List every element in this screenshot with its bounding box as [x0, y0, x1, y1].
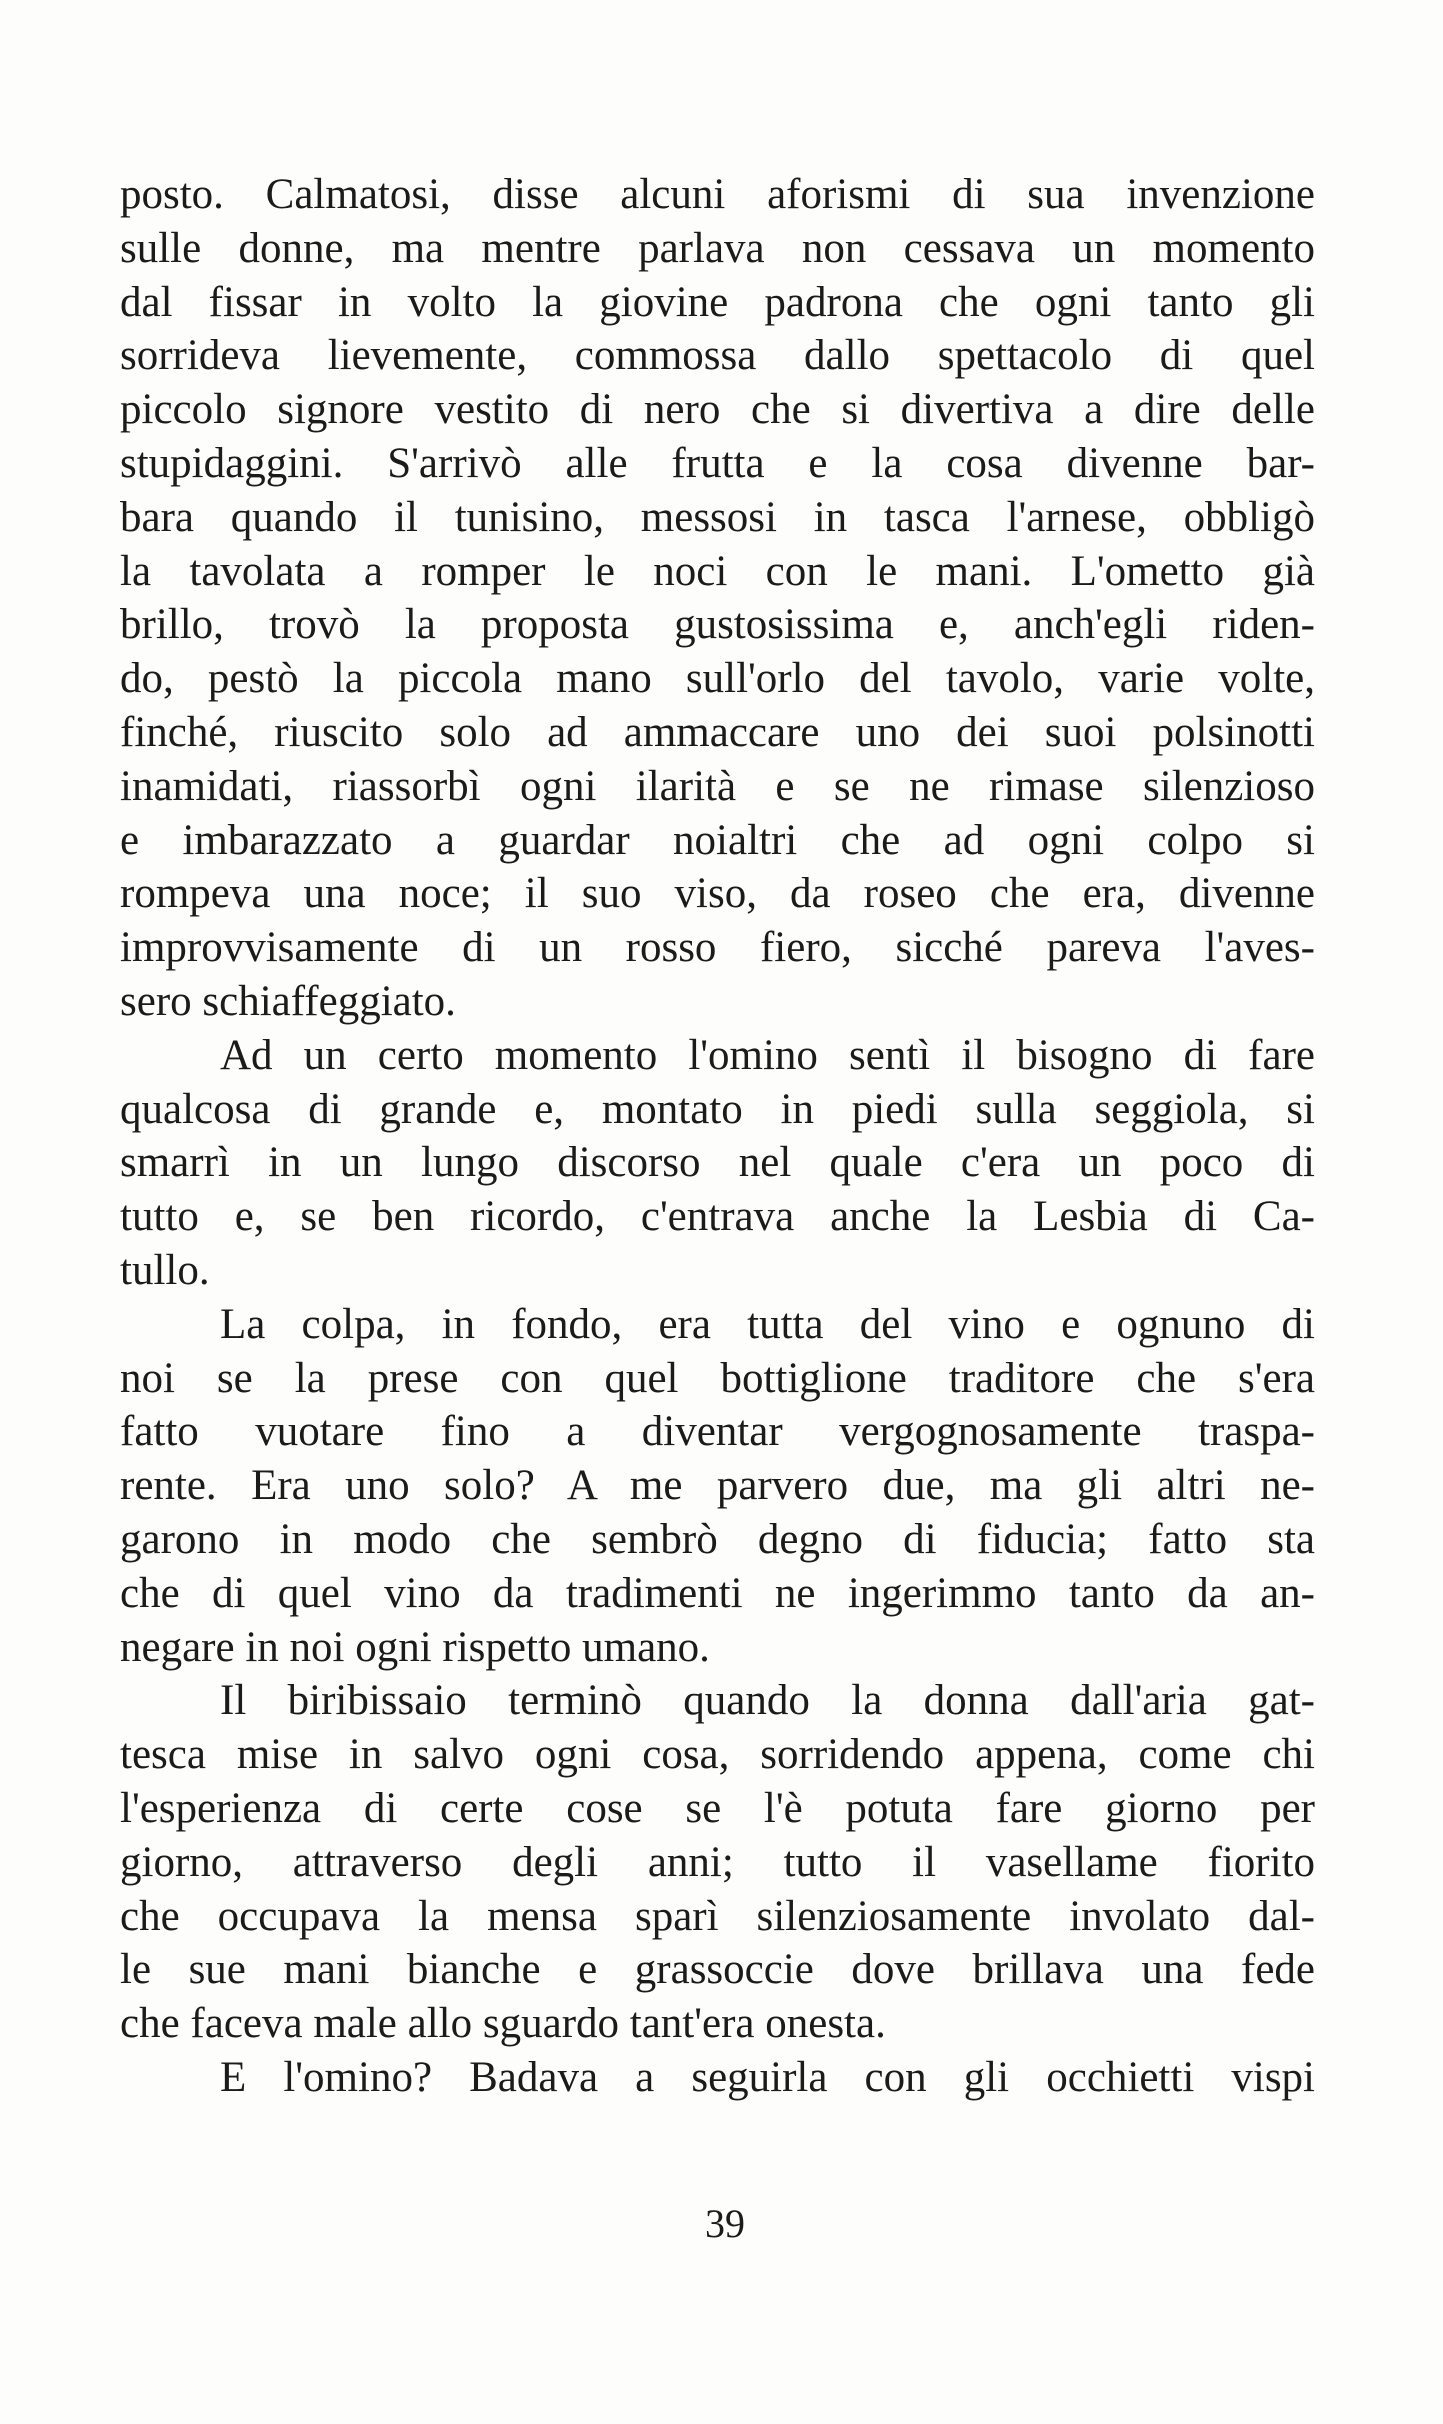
text-line: do, pestò la piccola mano sull'orlo del tavolo, varie volte,	[120, 655, 1315, 703]
text-line: rente. Era uno solo? A me parvero due, ma gli altri ne-	[120, 1462, 1315, 1510]
text-line: smarrì in un lungo discorso nel quale c'era un poco di	[120, 1139, 1315, 1187]
text-line: che occupava la mensa sparì silenziosamente involato dal-	[120, 1892, 1315, 1940]
text-line: tullo.	[120, 1246, 210, 1294]
text-line: la tavolata a romper le noci con le mani. L'ometto già	[120, 547, 1315, 595]
text-line: brillo, trovò la proposta gustosissima e, anch'egli riden-	[120, 601, 1315, 649]
text-line: che di quel vino da tradimenti ne ingerimmo tanto da an-	[120, 1569, 1315, 1617]
text-line: sero schiaffeggiato.	[120, 977, 456, 1025]
text-line: finché, riuscito solo ad ammaccare uno dei suoi polsinotti	[120, 708, 1315, 756]
text-line: noi se la prese con quel bottiglione traditore che s'era	[120, 1354, 1315, 1402]
text-line: tutto e, se ben ricordo, c'entrava anche la Lesbia di Ca-	[120, 1193, 1315, 1241]
text-line: negare in noi ogni rispetto umano.	[120, 1623, 710, 1671]
text-line: inamidati, riassorbì ogni ilarità e se ne rimase silenzioso	[120, 762, 1315, 810]
text-line: sorrideva lievemente, commossa dallo spettacolo di quel	[120, 332, 1315, 380]
text-line: e imbarazzato a guardar noialtri che ad ogni colpo si	[120, 816, 1315, 864]
text-line: improvvisamente di un rosso fiero, sicché pareva l'aves-	[120, 924, 1315, 972]
body-text	[120, 168, 1315, 2105]
text-line: qualcosa di grande e, montato in piedi sulla seggiola, si	[120, 1085, 1315, 1133]
text-line: fatto vuotare fino a diventar vergognosamente traspa-	[120, 1408, 1315, 1456]
text-line: posto. Calmatosi, disse alcuni aforismi di sua invenzione	[120, 171, 1315, 218]
text-line: dal fissar in volto la giovine padrona che ogni tanto gli	[120, 278, 1315, 326]
text-line: garono in modo che sembrò degno di fiducia; fatto sta	[120, 1515, 1315, 1563]
text-line: E l'omino? Badava a seguirla con gli occhietti vispi	[220, 2053, 1315, 2101]
text-line: l'esperienza di certe cose se l'è potuta fare giorno per	[120, 1784, 1315, 1832]
text-line: piccolo signore vestito di nero che si divertiva a dire delle	[120, 386, 1315, 434]
text-line: bara quando il tunisino, messosi in tasca l'arnese, obbligò	[120, 493, 1315, 541]
text-line: Il biribissaio terminò quando la donna dall'aria gat-	[220, 1677, 1315, 1725]
text-line: Ad un certo momento l'omino sentì il bisogno di fare	[220, 1031, 1315, 1079]
text-line: giorno, attraverso degli anni; tutto il vasellame fiorito	[120, 1838, 1315, 1886]
text-line: le sue mani bianche e grassoccie dove brillava una fede	[120, 1946, 1315, 1994]
page-number: 39	[705, 2201, 745, 2246]
text-line: stupidaggini. S'arrivò alle frutta e la cosa divenne bar-	[120, 439, 1315, 487]
text-line: sulle donne, ma mentre parlava non cessava un momento	[120, 224, 1315, 272]
text-line: La colpa, in fondo, era tutta del vino e ognuno di	[220, 1300, 1315, 1348]
text-line: tesca mise in salvo ogni cosa, sorridendo appena, come chi	[120, 1731, 1315, 1779]
text-line: che faceva male allo sguardo tant'era onesta.	[120, 2000, 886, 2048]
text-line: rompeva una noce; il suo viso, da roseo che era, divenne	[120, 870, 1315, 918]
